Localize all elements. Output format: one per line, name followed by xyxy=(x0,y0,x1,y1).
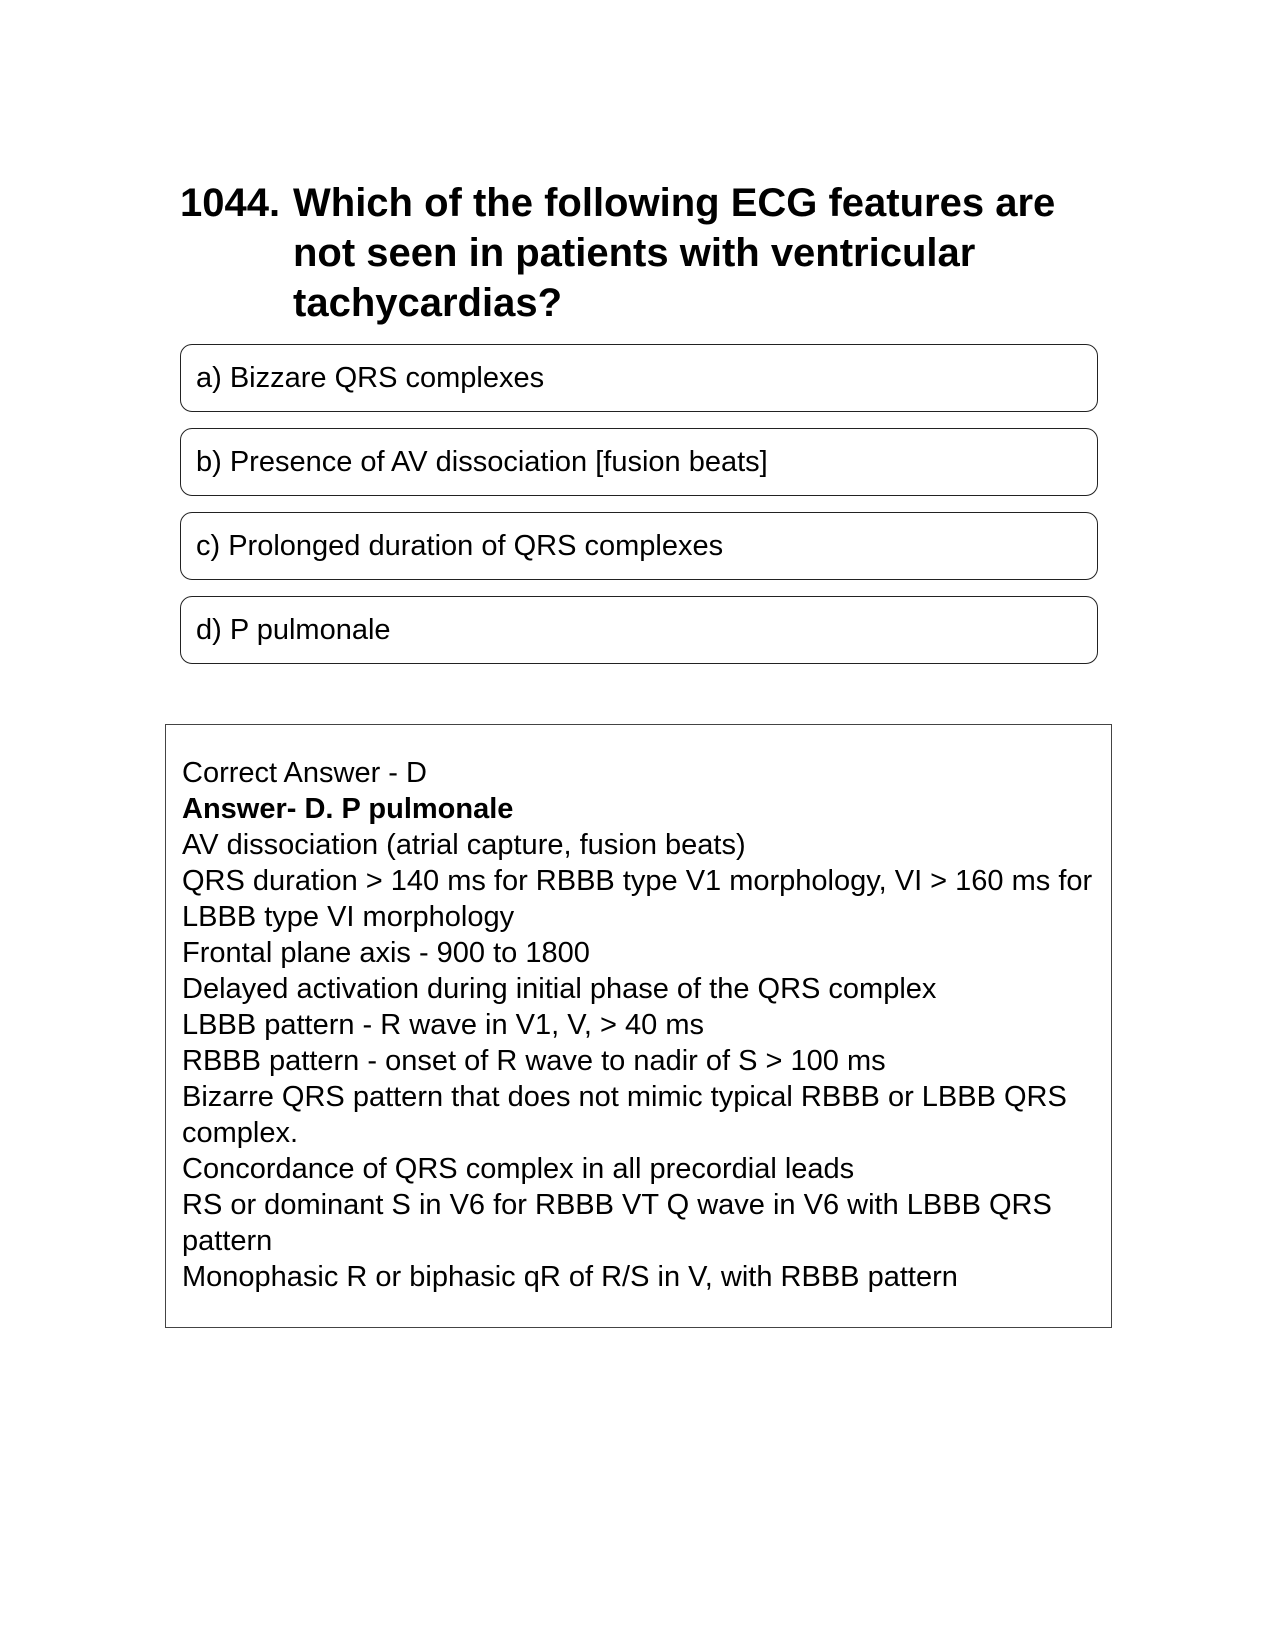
explanation-line: Bizarre QRS pattern that does not mimic typical RBBB or LBBB QRS complex. xyxy=(182,1081,1067,1149)
answer-heading: Answer- D. P pulmonale xyxy=(182,793,514,825)
explanation-line: Monophasic R or biphasic qR of R/S in V, with RBBB pattern xyxy=(182,1261,958,1293)
option-c[interactable]: c) Prolonged duration of QRS complexes xyxy=(180,512,1098,580)
option-a[interactable]: a) Bizzare QRS complexes xyxy=(180,344,1098,412)
option-d[interactable]: d) P pulmonale xyxy=(180,596,1098,664)
explanation-line: QRS duration > 140 ms for RBBB type V1 morphology, VI > 160 ms for LBBB type VI morphology xyxy=(182,865,1093,933)
answer-explanation-box xyxy=(165,724,1112,1328)
explanation-line: RBBB pattern - onset of R wave to nadir of S > 100 ms xyxy=(182,1045,886,1077)
option-b[interactable]: b) Presence of AV dissociation [fusion beats] xyxy=(180,428,1098,496)
options-list xyxy=(180,344,1098,680)
explanation-line: Delayed activation during initial phase of the QRS complex xyxy=(182,973,937,1005)
question-text: Which of the following ECG features are not seen in patients with ventricular tachycardias? xyxy=(293,181,1056,325)
question-number: 1044. xyxy=(180,181,281,225)
correct-answer-label: Correct Answer - D xyxy=(182,757,427,789)
explanation-line: LBBB pattern - R wave in V1, V, > 40 ms xyxy=(182,1009,704,1041)
explanation-line: Frontal plane axis - 900 to 1800 xyxy=(182,937,590,969)
explanation-line: AV dissociation (atrial capture, fusion beats) xyxy=(182,829,746,861)
explanation-line: RS or dominant S in V6 for RBBB VT Q wave in V6 with LBBB QRS pattern xyxy=(182,1189,1052,1257)
explanation-line: Concordance of QRS complex in all precordial leads xyxy=(182,1153,855,1185)
question-heading xyxy=(180,178,1100,328)
